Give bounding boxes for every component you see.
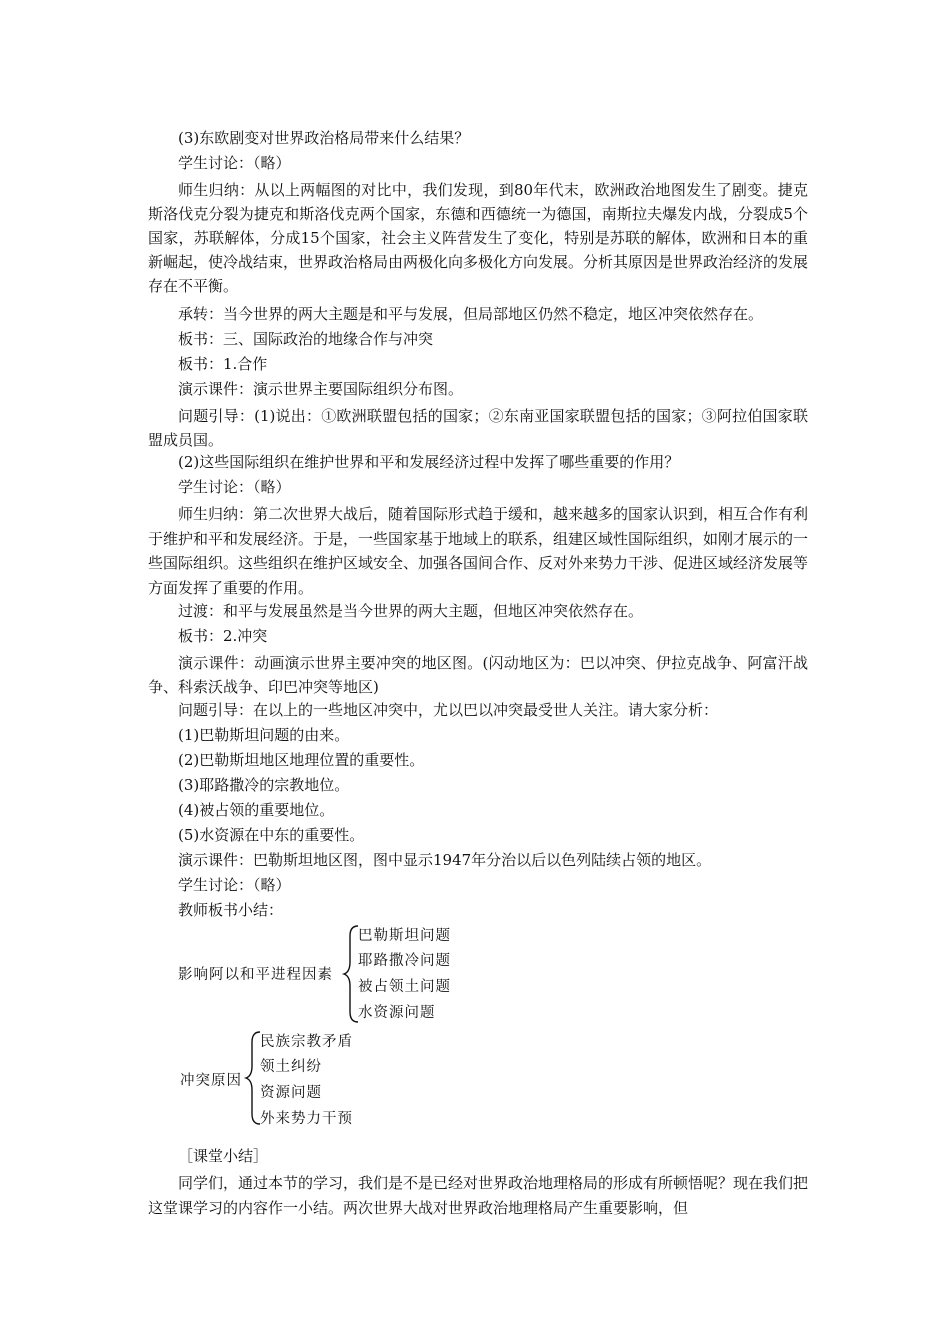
board-summary-label: 教师板书小结：: [178, 901, 284, 919]
analysis-item-1: (1)巴勒斯坦问题的由来。: [178, 726, 350, 744]
transition-1: 承转：当今世界的两大主题是和平与发展，但局部地区仍然不稳定，地区冲突依然存在。: [178, 305, 764, 323]
analysis-item-2: (2)巴勒斯坦地区地理位置的重要性。: [178, 751, 425, 769]
teacher-summary-1: 师生归纳：从以上两幅图的对比中，我们发现，到80年代末，欧洲政治地图发生了剧变。捷克斯洛伐克分裂为捷克和斯洛伐克两个国家，东德和西德统一为德国，南斯拉夫爆发内战，分裂成5个国家，苏联解体，分成15个国家，社会主义阵营发生了变化，特别是苏联的解体，欧洲和日本的重新崛起，使冷战结束，世界政治格局由两极化向多极化方向发展。分析其原因是世界政治经济的发展存在不平衡。: [148, 181, 809, 295]
question-guide-1: 问题引导：(1)说出：①欧洲联盟包括的国家；②东南亚国家联盟包括的国家；③阿拉伯国家联盟成员国。: [148, 407, 808, 449]
cause-item-1: 民族宗教矛盾: [260, 1034, 353, 1050]
question-3: (3)东欧剧变对世界政治格局带来什么结果？: [178, 129, 470, 147]
board-cooperation: 板书：1.合作: [178, 355, 268, 373]
teacher-summary-2: 师生归纳：第二次世界大战后，随着国际形式趋于缓和，越来越多的国家认识到，相互合作有利于维护和平和发展经济。于是，一些国家基于地域上的联系，组建区域性国际组织，如刚才展示的一些国际组织。这些组织在维护区域安全、加强各国间合作、反对外来势力干涉、促进区域经济发展等方面发挥了重要的作用。: [148, 505, 809, 597]
courseware-2: 演示课件：动画演示世界主要冲突的地区图。(闪动地区为：巴以冲突、伊拉克战争、阿富汗战争、科索沃战争、印巴冲突等地区): [148, 654, 808, 696]
student-discussion-3: 学生讨论：（略）: [178, 876, 291, 894]
student-discussion-2: 学生讨论：（略）: [178, 478, 291, 496]
factor-item-2: 耶路撒冷问题: [358, 953, 451, 969]
student-discussion-1: 学生讨论：（略）: [178, 154, 291, 172]
analysis-item-4: (4)被占领的重要地位。: [178, 801, 335, 819]
factor-item-1: 巴勒斯坦问题: [358, 928, 451, 944]
closing-paragraph: 同学们，通过本节的学习，我们是不是已经对世界政治地理格局的形成有所顿悟呢？现在我们把这堂课学习的内容作一小结。两次世界大战对世界政治地理格局产生重要影响，但: [148, 1174, 809, 1217]
section-heading-class-summary: ［课堂小结］: [178, 1147, 269, 1165]
analysis-item-3: (3)耶路撒冷的宗教地位。: [178, 776, 350, 794]
question-guide-2: 问题引导：在以上的一些地区冲突中，尤以巴以冲突最受世人关注。请大家分析：: [178, 701, 719, 719]
summary-factors-label: 影响阿以和平进程因素: [178, 967, 333, 983]
board-heading-3: 板书：三、国际政治的地缘合作与冲突: [178, 330, 434, 348]
board-conflict: 板书：2.冲突: [178, 627, 268, 645]
factor-item-3: 被占领土问题: [358, 979, 451, 995]
factor-item-4: 水资源问题: [358, 1005, 436, 1021]
cause-item-4: 外来势力干预: [260, 1111, 353, 1127]
transition-2: 过渡：和平与发展虽然是当今世界的两大主题，但地区冲突依然存在。: [178, 602, 644, 620]
courseware-1: 演示课件：演示世界主要国际组织分布图。: [178, 380, 464, 398]
summary-causes-label: 冲突原因: [180, 1073, 242, 1089]
cause-item-3: 资源问题: [260, 1085, 322, 1101]
courseware-3: 演示课件：巴勒斯坦地区图，图中显示1947年分治以后以色列陆续占领的地区。: [178, 851, 712, 869]
question-2: (2)这些国际组织在维护世界和平和发展经济过程中发挥了哪些重要的作用？: [178, 453, 680, 471]
analysis-item-5: (5)水资源在中东的重要性。: [178, 826, 365, 844]
cause-item-2: 领土纠纷: [260, 1059, 322, 1075]
